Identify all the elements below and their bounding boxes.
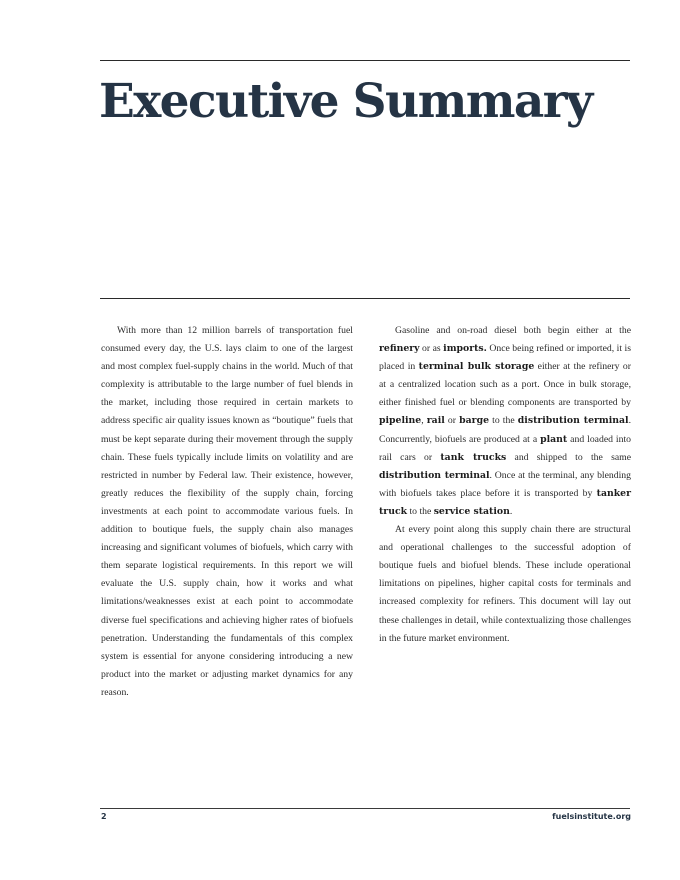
paragraph-text: either at the refinery or at a centralized location such as a port. Once in bulk storage, either finished fuel or blending components are transported by [379,361,631,409]
supply-chain-paragraph [379,322,631,521]
paragraph-text: or [444,415,460,427]
paragraph-text: or as [419,343,444,355]
footer-website: fuelsinstitute.org [552,812,631,821]
term-tanker-truck: tanker truck [379,487,631,517]
paragraph-text: and loaded into rail cars or [379,433,631,463]
paragraph-text: to the [488,415,518,427]
paragraph-text: . Once at the terminal, any blending with biofuels takes place before it is transported by [379,469,631,499]
term-distribution-terminal: distribution terminal [517,415,629,427]
term-refinery: refinery [379,343,420,355]
intro-paragraph [101,322,353,702]
page-title: Executive Summary [99,74,592,129]
paragraph-text: , [421,415,427,427]
term-distribution-terminal-2: distribution terminal [379,469,490,481]
section-divider [100,298,630,299]
footer-rule [100,808,630,809]
term-imports: imports. [443,343,487,355]
right-column [379,322,631,648]
paragraph-text: At every point along this supply chain there are structural and operational challenges to the successful adoption of boutique fuels and biofuel blends. These include operational limitations on pipelines, higher capital costs for terminals and increased complexity for refiners. This document will lay out these challenges in detail, while contextualizing those challenges in the future market environment. [379,524,631,644]
paragraph-text: . Concurrently, biofuels are produced at a [379,415,632,445]
paragraph-text: Gasoline and on-road diesel both begin either at the [395,325,631,336]
term-service-station: service station [433,505,510,517]
left-column [101,322,353,702]
paragraph-text: Once being refined or imported, it is placed in [379,343,631,373]
top-rule [100,60,630,61]
term-terminal-bulk-storage: terminal bulk storage [418,361,535,373]
term-plant: plant [540,433,568,445]
paragraph-text: and shipped to the same [506,451,631,463]
term-barge: barge [459,415,489,427]
paragraph-text: . [509,505,513,517]
term-tank-trucks: tank trucks [440,451,507,463]
term-pipeline: pipeline [379,415,422,427]
paragraph-text: to the [407,505,434,517]
challenges-paragraph [379,521,631,648]
term-rail: rail [426,415,445,427]
page-number: 2 [101,812,107,821]
paragraph-text: With more than 12 million barrels of transportation fuel consumed every day, the U.S. lays claim to one of the largest and most complex fuel-supply chains in the world. Much of that complexity is attributable to the large number of fuel blends in the market, including those required in certain markets to address specific air quality issues known as “boutique” fuels that must be kept separate during their movement through the supply chain. These fuels typically include limits on volatility and are restricted in number by Federal law. Their existence, however, greatly reduces the flexibility of the supply chain, forcing investments at each point to accommodate various fuels. In addition to boutique fuels, the supply chain also manages increasing and significant volumes of biofuels, which carry with them separate logistical requirements. In this report we will evaluate the U.S. supply chain, how it works and what limitations/weaknesses exist at each point to accommodate diverse fuel specifications and achieving higher rates of biofuels penetration. Understanding the fundamentals of this complex system is essential for anyone considering introducing a new product into the market or adjusting market dynamics for any reason. [101,325,353,698]
